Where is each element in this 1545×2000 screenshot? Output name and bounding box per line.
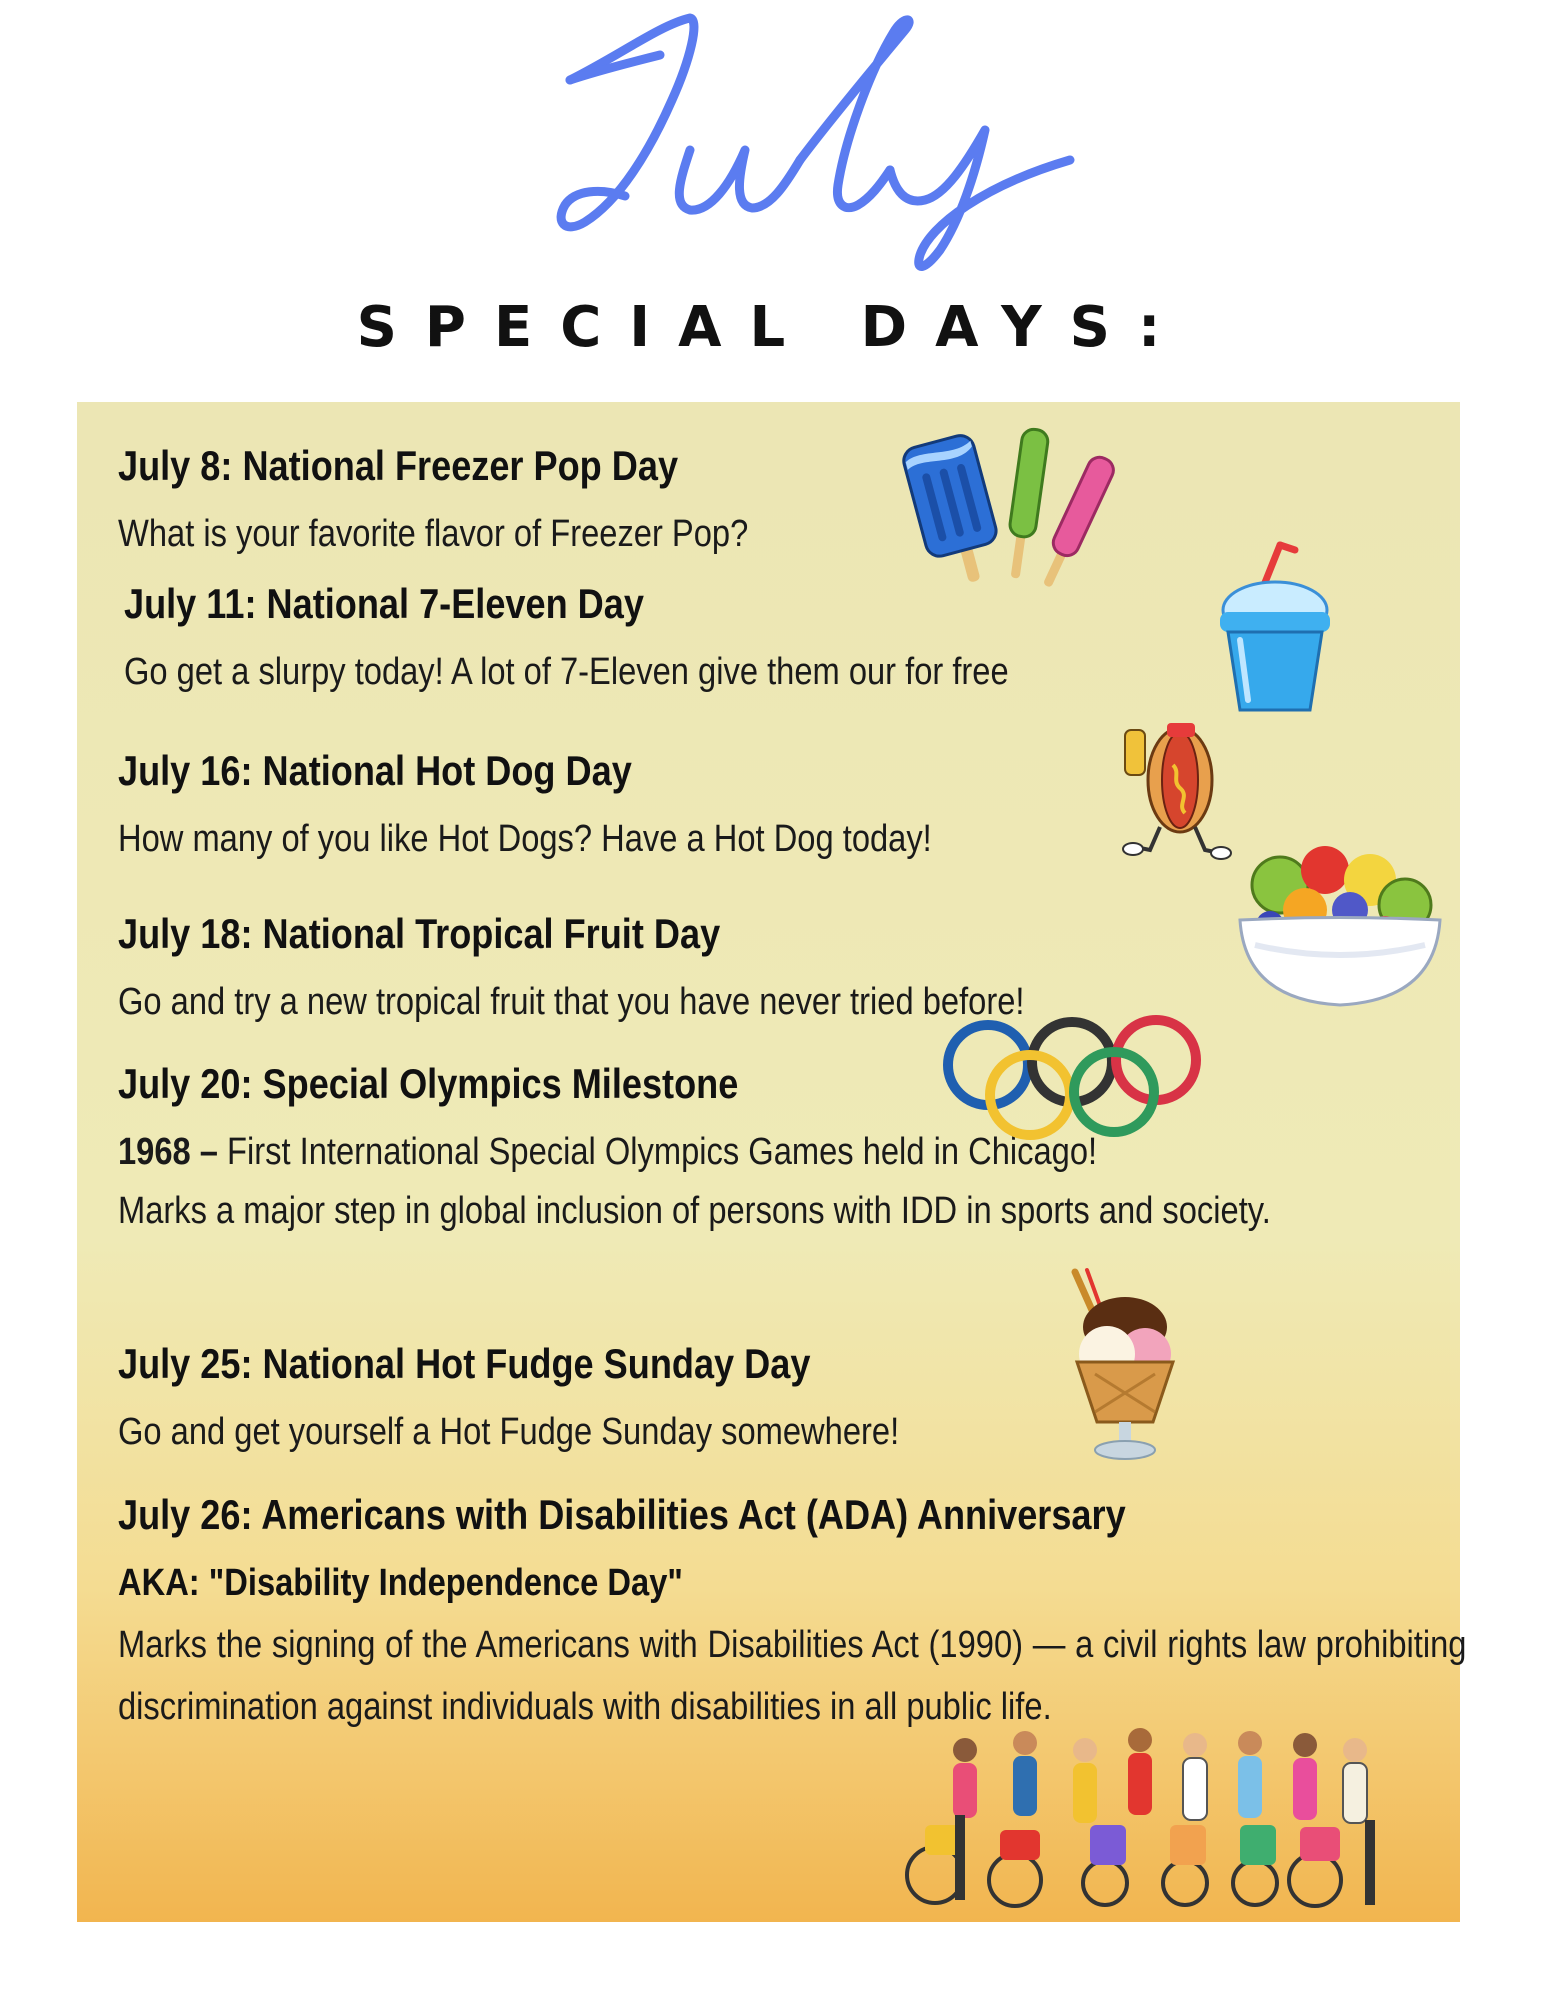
title-july [0,0,1545,300]
olympic-rings-icon [940,1010,1210,1140]
people-group-icon [895,1715,1395,1915]
day-text-july-11: Go get a slurpy today! A lot of 7-Eleven give them our for free [124,651,1009,693]
day-heading-july-16: July 16: National Hot Dog Day [118,747,632,794]
sundae-icon [1065,1262,1185,1462]
day-heading-july-20: July 20: Special Olympics Milestone [118,1060,739,1107]
freezer-pops-icon [895,420,1125,605]
day-text-july-26: Marks the signing of the Americans with Disabilities Act (1990) — a civil rights law prohibiting discrimination against individuals with disabilities in all public life. [118,1624,1467,1728]
slurpee-cup-icon [1210,540,1340,720]
hot-dog-icon [1115,715,1230,865]
year-label: 1968 – [118,1131,218,1173]
day-heading-july-26: July 26: Americans with Disabilities Act (ADA) Anniversary [118,1491,1126,1538]
day-text-july-25: Go and get yourself a Hot Fudge Sunday somewhere! [118,1411,900,1453]
day-text-july-16: How many of you like Hot Dogs? Have a Hot Dog today! [118,818,932,860]
fruit-bowl-icon [1235,835,1445,1015]
day-heading-july-11: July 11: National 7-Eleven Day [124,580,644,627]
day-text-july-20: First International Special Olympics Games held in Chicago! [227,1131,1098,1173]
day-heading-july-8: July 8: National Freezer Pop Day [118,442,679,489]
day-heading-july-18: July 18: National Tropical Fruit Day [118,910,721,957]
day-detail-july-20: Marks a major step in global inclusion of persons with IDD in sports and society. [118,1190,1271,1232]
day-text-july-8: What is your favorite flavor of Freezer Pop? [118,513,749,555]
day-aka-july-26: AKA: "Disability Independence Day" [118,1562,683,1604]
day-text-july-18: Go and try a new tropical fruit that you have never tried before! [118,981,1025,1023]
day-heading-july-25: July 25: National Hot Fudge Sunday Day [118,1340,811,1387]
subtitle: SPECIAL DAYS: [356,295,1189,360]
